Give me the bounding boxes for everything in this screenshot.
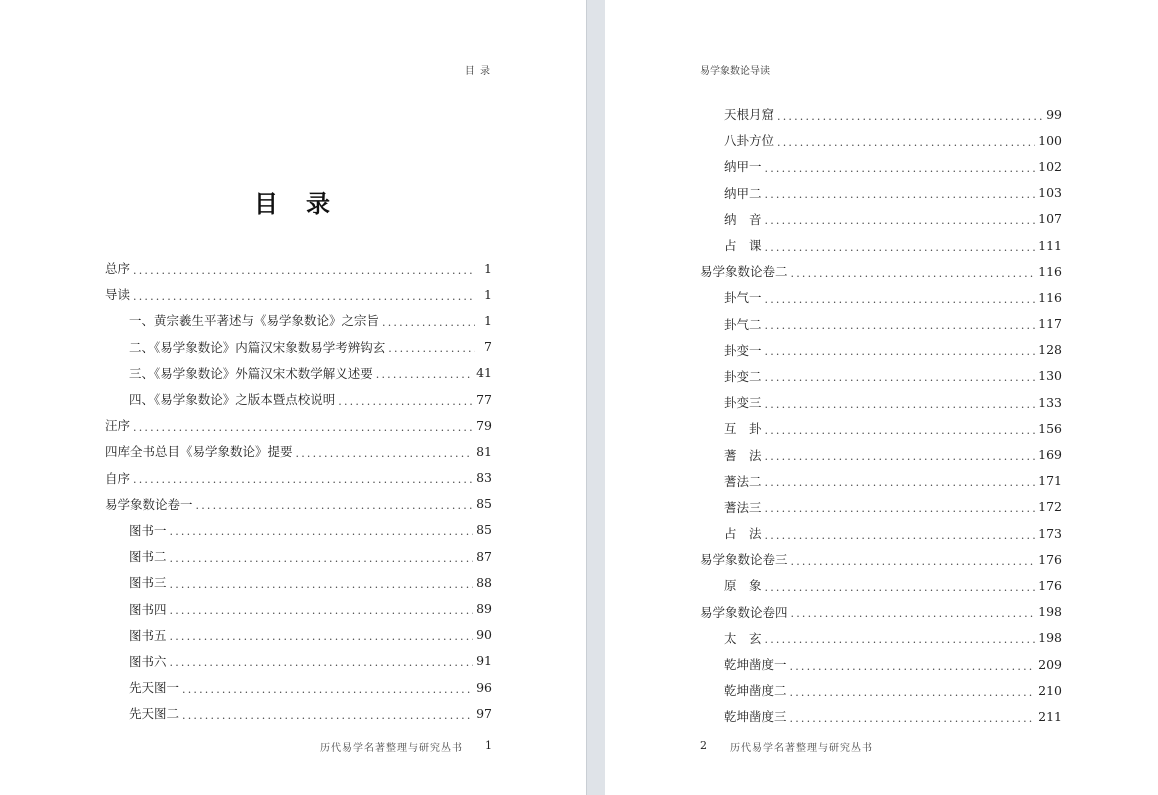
toc-entry-title: 乾坤凿度三: [724, 709, 787, 725]
toc-entry-page: 102: [1038, 158, 1062, 174]
toc-entry-page: 91: [476, 653, 492, 669]
toc-entry-page: 116: [1038, 263, 1062, 279]
toc-entry-page: 89: [476, 601, 492, 617]
running-head: 易学象数论导读: [700, 66, 770, 77]
toc-entry[interactable]: [105, 412, 492, 438]
toc-entry-page: 79: [476, 417, 492, 433]
toc-entry-title: 八卦方位: [724, 133, 775, 149]
toc-list: [700, 101, 1062, 730]
toc-entry-page: 1: [484, 312, 492, 328]
dot-leader: [777, 136, 1035, 149]
dot-leader: [133, 290, 475, 303]
toc-entry[interactable]: [105, 281, 492, 307]
toc-entry-page: 87: [476, 548, 492, 564]
toc-entry-page: 172: [1038, 499, 1062, 515]
toc-entry[interactable]: [700, 337, 1062, 363]
toc-entry-title: 图书四: [129, 601, 167, 617]
dot-leader: [790, 686, 1036, 699]
toc-entry-page: 111: [1038, 237, 1062, 253]
toc-entry-page: 1: [484, 260, 492, 276]
dot-leader: [338, 395, 473, 408]
toc-entry[interactable]: [700, 101, 1062, 127]
toc-entry-title: 图书五: [129, 627, 167, 643]
dot-leader: [765, 319, 1036, 332]
toc-entry-page: 198: [1038, 604, 1062, 620]
toc-entry-title: 易学象数论卷二: [700, 264, 788, 280]
toc-entry-page: 41: [476, 365, 492, 381]
toc-entry[interactable]: [700, 441, 1062, 467]
toc-entry[interactable]: [105, 491, 492, 517]
page-number: 2: [700, 739, 707, 752]
dot-leader: [133, 473, 473, 486]
toc-entry-title: 易学象数论卷一: [105, 496, 193, 512]
toc-entry[interactable]: [700, 572, 1062, 598]
toc-entry[interactable]: [105, 700, 492, 726]
toc-entry-title: 乾坤凿度二: [724, 683, 787, 699]
toc-entry[interactable]: [700, 311, 1062, 337]
toc-entry-page: 1: [484, 286, 492, 302]
dot-leader: [170, 656, 474, 669]
dot-leader: [765, 293, 1036, 306]
toc-entry[interactable]: [700, 258, 1062, 284]
toc-entry-page: 96: [476, 679, 492, 695]
title-char: 目: [254, 189, 280, 218]
toc-entry-page: 90: [476, 627, 492, 643]
toc-entry-title: 二、《易学象数论》内篇汉宋象数易学考辨钩玄: [129, 339, 386, 355]
dot-leader: [170, 578, 474, 591]
toc-entry[interactable]: [105, 438, 492, 464]
toc-entry[interactable]: [105, 648, 492, 674]
toc-entry-title: 图书六: [129, 653, 167, 669]
toc-entry-title: 导读: [105, 287, 131, 303]
dot-leader: [765, 345, 1036, 358]
dot-leader: [182, 709, 473, 722]
toc-entry-title: 总序: [105, 261, 131, 277]
toc-entry-title: 原 象: [724, 578, 762, 594]
dot-leader: [765, 476, 1036, 489]
toc-entry-page: 128: [1038, 342, 1062, 358]
toc-entry-title: 互 卦: [724, 421, 762, 437]
running-head: 目 录: [464, 66, 491, 77]
toc-entry[interactable]: [105, 622, 492, 648]
toc-entry-page: 198: [1038, 630, 1062, 646]
toc-entry-title: 汪序: [105, 418, 131, 434]
toc-entry-page: 77: [476, 391, 492, 407]
toc-entry-title: 纳甲一: [724, 159, 762, 175]
toc-entry-title: 卦变三: [724, 395, 762, 411]
toc-list: [105, 255, 492, 726]
toc-entry-page: 97: [476, 705, 492, 721]
toc-entry[interactable]: [700, 546, 1062, 572]
toc-entry-page: 176: [1038, 551, 1062, 567]
dot-leader: [376, 368, 473, 381]
toc-entry-page: 156: [1038, 420, 1062, 436]
toc-entry[interactable]: [105, 334, 492, 360]
dot-leader: [765, 162, 1036, 175]
toc-entry[interactable]: [105, 386, 492, 412]
toc-entry[interactable]: [105, 360, 492, 386]
page-number: 1: [485, 739, 492, 752]
toc-entry-title: 占 法: [724, 526, 762, 542]
toc-entry[interactable]: [700, 625, 1062, 651]
toc-entry-page: 85: [476, 522, 492, 538]
page-gutter: [586, 0, 606, 795]
toc-entry-title: 先天图二: [129, 706, 180, 722]
dot-leader: [765, 581, 1036, 594]
toc-entry[interactable]: [700, 494, 1062, 520]
toc-entry-page: 169: [1038, 447, 1062, 463]
dot-leader: [765, 633, 1036, 646]
toc-entry[interactable]: [105, 569, 492, 595]
title-char: 录: [306, 189, 332, 218]
toc-entry-title: 易学象数论卷三: [700, 552, 788, 568]
toc-entry-page: 171: [1038, 473, 1062, 489]
toc-entry-page: 210: [1038, 682, 1062, 698]
toc-entry-title: 三、《易学象数论》外篇汉宋术数学解义述要: [129, 365, 373, 381]
toc-entry[interactable]: [105, 595, 492, 621]
toc-entry[interactable]: [700, 651, 1062, 677]
dot-leader: [170, 552, 474, 565]
dot-leader: [790, 712, 1036, 725]
toc-entry[interactable]: [700, 677, 1062, 703]
page-title: [0, 184, 586, 219]
toc-entry-page: 173: [1038, 525, 1062, 541]
toc-entry-title: 卦变二: [724, 368, 762, 384]
toc-entry-page: 117: [1038, 316, 1062, 332]
dot-leader: [182, 683, 473, 696]
dot-leader: [382, 316, 475, 329]
toc-entry[interactable]: [700, 153, 1062, 179]
toc-entry-page: 107: [1038, 211, 1062, 227]
dot-leader: [791, 267, 1036, 280]
toc-entry-title: 图书三: [129, 575, 167, 591]
toc-entry-title: 一、黄宗羲生平著述与《易学象数论》之宗旨: [129, 313, 380, 329]
dot-leader: [790, 660, 1036, 673]
toc-entry-page: 100: [1038, 132, 1062, 148]
dot-leader: [765, 398, 1036, 411]
toc-entry-page: 83: [476, 470, 492, 486]
dot-leader: [170, 630, 474, 643]
toc-entry-page: 103: [1038, 185, 1062, 201]
toc-entry[interactable]: [105, 543, 492, 569]
toc-entry[interactable]: [700, 468, 1062, 494]
toc-entry-page: 130: [1038, 368, 1062, 384]
dot-leader: [133, 421, 473, 434]
toc-entry[interactable]: [105, 674, 492, 700]
toc-entry-title: 蓍法二: [724, 473, 762, 489]
toc-entry-title: 蓍 法: [724, 447, 762, 463]
toc-entry-page: 88: [476, 574, 492, 590]
dot-leader: [765, 502, 1036, 515]
toc-entry[interactable]: [700, 284, 1062, 310]
dot-leader: [388, 342, 475, 355]
toc-entry[interactable]: [700, 180, 1062, 206]
toc-entry[interactable]: [105, 465, 492, 491]
dot-leader: [765, 241, 1036, 254]
toc-entry[interactable]: [105, 255, 492, 281]
toc-entry-page: 176: [1038, 577, 1062, 593]
dot-leader: [133, 264, 475, 277]
toc-entry-title: 蓍法三: [724, 499, 762, 515]
toc-entry-page: 99: [1046, 106, 1062, 122]
dot-leader: [765, 371, 1036, 384]
toc-entry-title: 卦变一: [724, 342, 762, 358]
toc-entry[interactable]: [700, 599, 1062, 625]
toc-entry-page: 81: [476, 443, 492, 459]
toc-entry-title: 占 课: [724, 238, 762, 254]
dot-leader: [791, 607, 1036, 620]
toc-entry-title: 乾坤凿度一: [724, 657, 787, 673]
dot-leader: [170, 525, 474, 538]
dot-leader: [777, 110, 1043, 123]
toc-entry[interactable]: [105, 307, 492, 333]
toc-entry-title: 先天图一: [129, 680, 180, 696]
toc-entry-title: 图书二: [129, 549, 167, 565]
toc-entry[interactable]: [105, 517, 492, 543]
toc-entry-title: 纳 音: [724, 211, 762, 227]
toc-entry[interactable]: [700, 520, 1062, 546]
toc-entry-title: 四、《易学象数论》之版本暨点校说明: [129, 392, 336, 408]
toc-entry-page: 211: [1038, 708, 1062, 724]
right-page: [605, 0, 1158, 795]
dot-leader: [791, 555, 1036, 568]
toc-entry-title: 卦气一: [724, 290, 762, 306]
toc-entry-title: 图书一: [129, 522, 167, 538]
toc-entry-title: 自序: [105, 470, 131, 486]
toc-entry-title: 易学象数论卷四: [700, 604, 788, 620]
toc-entry-title: 天根月窟: [724, 107, 775, 123]
toc-entry-page: 116: [1038, 289, 1062, 305]
toc-entry-title: 纳甲二: [724, 185, 762, 201]
toc-entry-title: 卦气二: [724, 316, 762, 332]
series-footer: 历代易学名著整理与研究丛书: [730, 743, 873, 754]
toc-entry-title: 太 玄: [724, 630, 762, 646]
dot-leader: [170, 604, 474, 617]
dot-leader: [196, 499, 474, 512]
toc-entry[interactable]: [700, 389, 1062, 415]
toc-entry-page: 209: [1038, 656, 1062, 672]
toc-entry[interactable]: [700, 127, 1062, 153]
dot-leader: [765, 529, 1036, 542]
toc-entry-page: 85: [476, 496, 492, 512]
toc-entry[interactable]: [700, 206, 1062, 232]
series-footer: 历代易学名著整理与研究丛书: [320, 743, 463, 754]
toc-entry[interactable]: [700, 703, 1062, 729]
dot-leader: [765, 188, 1036, 201]
dot-leader: [296, 447, 474, 460]
toc-entry-page: 133: [1038, 394, 1062, 410]
toc-entry[interactable]: [700, 415, 1062, 441]
toc-entry-page: 7: [484, 339, 492, 355]
dot-leader: [765, 450, 1036, 463]
dot-leader: [765, 214, 1036, 227]
toc-entry[interactable]: [700, 232, 1062, 258]
toc-entry[interactable]: [700, 363, 1062, 389]
toc-entry-title: 四库全书总目《易学象数论》提要: [105, 444, 293, 460]
dot-leader: [765, 424, 1036, 437]
